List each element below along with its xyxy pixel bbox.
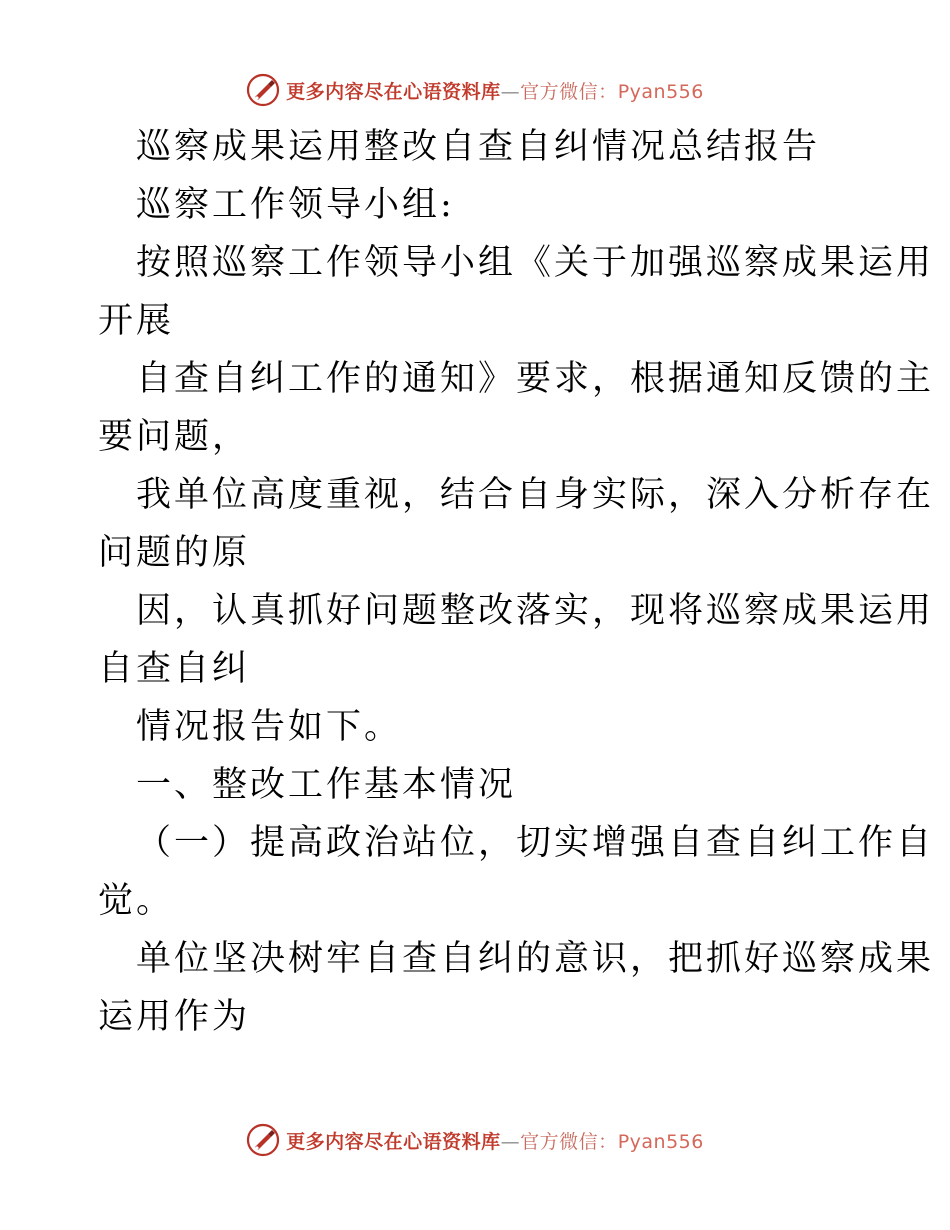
document-line: 因，认真抓好问题整改落实，现将巡察成果运用	[136, 591, 935, 631]
watermark-dash: —	[500, 1130, 521, 1153]
pen-logo-icon	[246, 73, 280, 107]
document-line: 巡察成果运用整改自查自纠情况总结报告	[136, 127, 821, 167]
document-line: （一）提高政治站位，切实增强自查自纠工作自	[136, 823, 935, 863]
document-line: 我单位高度重视，结合自身实际，深入分析存在	[136, 475, 935, 515]
document-line: 按照巡察工作领导小组《关于加强巡察成果运用	[136, 243, 935, 283]
watermark-main: 更多内容尽在心语资料库	[286, 1130, 501, 1153]
document-line: 觉。	[98, 881, 175, 921]
document-line: 运用作为	[98, 997, 251, 1037]
document-line: 自查自纠	[98, 649, 251, 689]
watermark-wechat-id: Pyan556	[617, 1130, 704, 1153]
watermark-main: 更多内容尽在心语资料库	[286, 80, 501, 103]
document-line: 开展	[98, 301, 175, 341]
watermark-sub: 官方微信：	[520, 80, 618, 103]
document-body	[98, 118, 935, 1046]
document-line: 一、整改工作基本情况	[136, 765, 517, 805]
footer-watermark	[0, 1120, 950, 1160]
pen-logo-icon	[246, 1123, 280, 1157]
document-line: 要问题，	[98, 417, 251, 457]
watermark-wechat-id: Pyan556	[617, 80, 704, 103]
document-line: 巡察工作领导小组:	[136, 185, 455, 225]
header-watermark	[0, 70, 950, 110]
document-line: 单位坚决树牢自查自纠的意识，把抓好巡察成果	[136, 939, 935, 979]
watermark-text	[286, 77, 704, 104]
document-line: 自查自纠工作的通知》要求，根据通知反馈的主	[136, 359, 935, 399]
document-line: 问题的原	[98, 533, 251, 573]
watermark-group	[246, 73, 704, 107]
watermark-dash: —	[500, 80, 521, 103]
watermark-text	[286, 1127, 704, 1154]
watermark-group	[246, 1123, 704, 1157]
watermark-sub: 官方微信：	[520, 1130, 618, 1153]
document-line: 情况报告如下。	[136, 707, 403, 747]
